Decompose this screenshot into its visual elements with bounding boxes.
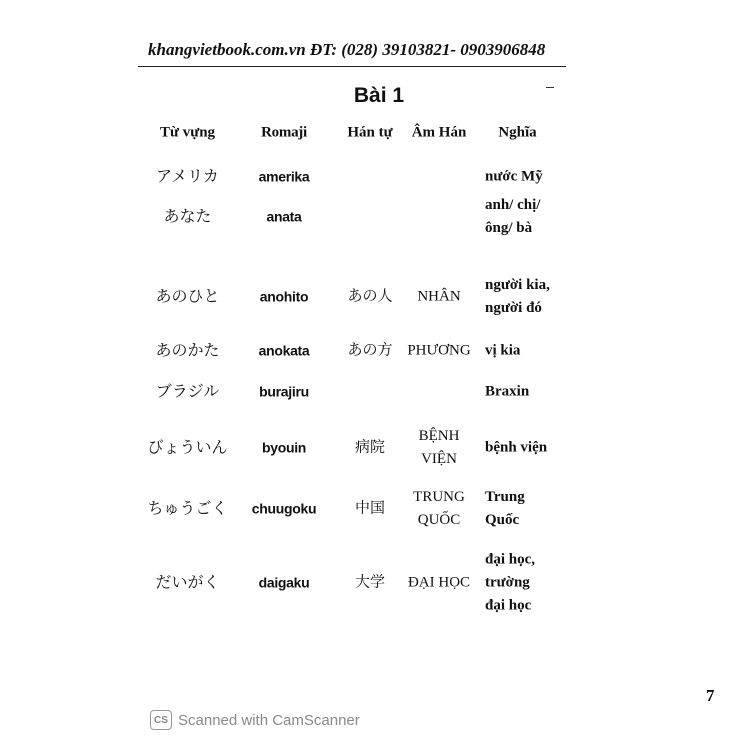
cell-meaning: Trung Quốc [485, 489, 525, 528]
cell-kanji: あの人 [347, 288, 393, 305]
cell-word: ブラジル [155, 383, 220, 401]
camscanner-logo-icon: CS [150, 710, 172, 730]
cell-amhan: TRUNG QUỐC [413, 489, 465, 528]
cell-kanji: 大学 [354, 574, 385, 591]
cell-word: アメリカ [156, 168, 219, 186]
cell-romaji: burajiru [259, 383, 309, 400]
col-header-romaji: Romaji [261, 124, 307, 141]
cell-amhan: NHÂN [417, 288, 461, 305]
header-rule [138, 66, 566, 67]
cell-word: びょういん [147, 439, 228, 457]
camscanner-watermark [150, 710, 360, 730]
table-row [0, 276, 750, 318]
table-row [0, 486, 750, 532]
cell-kanji: あの方 [347, 342, 393, 359]
table-header [0, 120, 750, 146]
cell-meaning: anh/ chị/ ông/ bà [485, 197, 541, 236]
cell-word: あなた [163, 208, 212, 226]
lesson-title: Bài 1 [353, 84, 405, 107]
col-header-word: Từ vựng [159, 124, 216, 141]
cell-amhan: ĐẠI HỌC [407, 574, 471, 591]
cell-meaning: nước Mỹ [485, 168, 543, 185]
cell-meaning: người kia, người đó [485, 277, 550, 316]
cell-amhan: BỆNH VIỆN [418, 428, 460, 467]
cell-amhan: PHƯƠNG [407, 342, 471, 359]
table-row [0, 424, 750, 472]
table-row [0, 548, 750, 618]
cell-word: だいがく [155, 574, 220, 592]
cell-kanji: 中国 [354, 500, 385, 517]
table-row [0, 379, 750, 405]
col-header-kanji: Hán tự [347, 124, 393, 141]
cell-word: ちゅうごく [147, 500, 228, 518]
cell-meaning: bệnh viện [485, 439, 548, 456]
cell-romaji: anata [266, 208, 302, 225]
cell-romaji: chuugoku [251, 500, 317, 517]
col-header-amhan: Âm Hán [411, 124, 467, 141]
cell-meaning: vị kia [485, 342, 521, 359]
publisher-header: khangvietbook.com.vn ĐT: (028) 39103821- 0903906848 [148, 40, 546, 59]
cell-romaji: amerika [258, 168, 310, 185]
col-header-meaning: Nghĩa [498, 124, 537, 141]
cell-word: あのひと [155, 288, 220, 306]
table-row [0, 338, 750, 364]
cell-romaji: daigaku [258, 574, 310, 591]
cell-word: あのかた [155, 342, 220, 360]
table-row [0, 164, 750, 190]
page-number: 7 [706, 686, 715, 705]
table-row [0, 190, 750, 244]
cell-romaji: byouin [261, 439, 307, 456]
cell-kanji: 病院 [354, 439, 385, 456]
cell-romaji: anokata [258, 342, 310, 359]
cell-romaji: anohito [259, 288, 309, 305]
watermark-text: Scanned with CamScanner [178, 711, 360, 729]
cell-meaning: Braxin [485, 383, 530, 400]
cell-meaning: đại học, trường đại học [485, 551, 536, 614]
